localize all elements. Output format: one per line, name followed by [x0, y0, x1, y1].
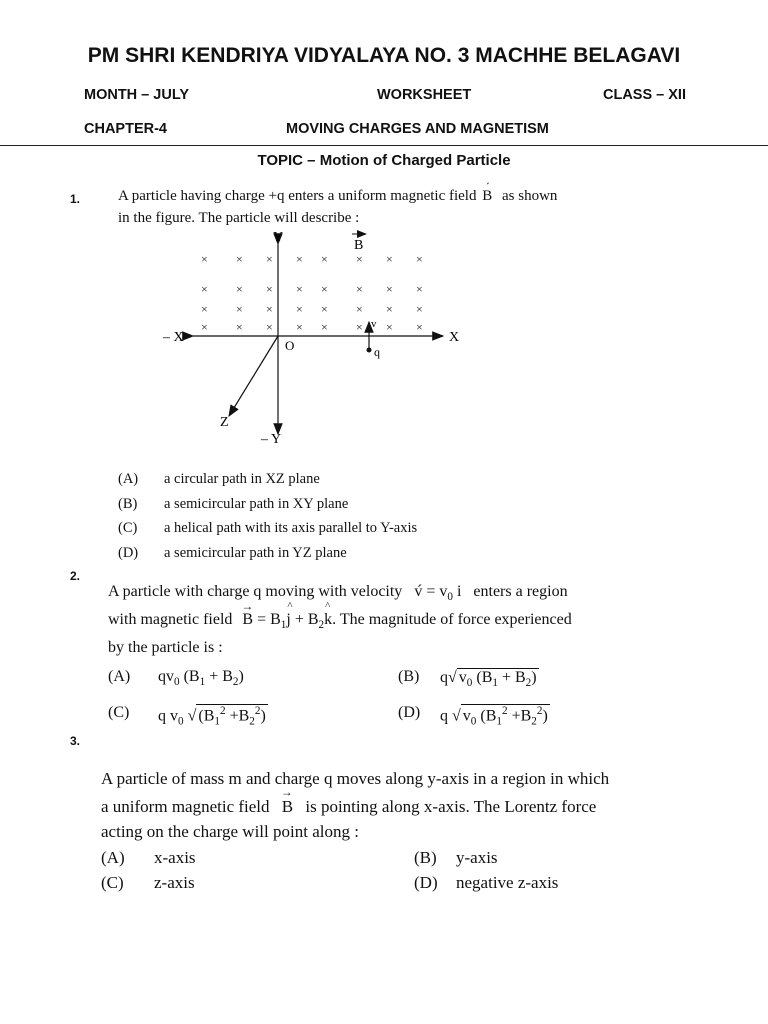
- field-cross: ×: [296, 320, 303, 334]
- x-axis-label: X: [449, 330, 460, 345]
- q1-stem-line2: in the figure. The particle will describe :: [118, 210, 360, 226]
- q2-option-c[interactable]: (C) q $v_0$ √ $(B_1^2 +B_2^2)$: [108, 704, 266, 728]
- field-cross: ×: [266, 252, 273, 266]
- q3-stem-line2: a uniform magnetic field → B is pointing along x-axis. The Lorentz force: [101, 797, 596, 817]
- field-cross: ×: [321, 320, 328, 334]
- field-cross: ×: [201, 320, 208, 334]
- header-divider: [0, 145, 768, 146]
- q3-option-c[interactable]: (C) z-axis: [101, 873, 195, 892]
- field-cross: ×: [266, 320, 273, 334]
- field-cross: ×: [386, 252, 393, 266]
- topic-title: TOPIC – Motion of Charged Particle: [257, 152, 511, 169]
- q1-field-diagram: [155, 226, 475, 454]
- field-cross: ×: [386, 302, 393, 316]
- q3-stem-line1: A particle of mass m and charge q moves along y-axis in a region in which: [101, 769, 610, 788]
- field-cross: ×: [296, 282, 303, 296]
- school-name: PM SHRI KENDRIYA VIDYALAYA NO. 3 MACHHE BELAGAVI: [87, 44, 681, 67]
- q2-option-a[interactable]: (A) $qv_0$ $(B_1 + B_2)$: [108, 668, 244, 689]
- q3-option-d[interactable]: (D) negative z-axis: [414, 873, 559, 892]
- b-field-label: B: [354, 238, 364, 253]
- field-cross: ×: [296, 302, 303, 316]
- worksheet-label: WORKSHEET: [377, 87, 472, 103]
- charge-label: q: [374, 345, 380, 359]
- field-cross: ×: [356, 302, 363, 316]
- q1-field-symbol: B: [482, 188, 493, 204]
- q3-option-a[interactable]: (A) x-axis: [101, 848, 196, 867]
- y-axis-label: Y: [273, 230, 284, 245]
- q1-option-c[interactable]: (C) a helical path with its axis parallel to Y-axis: [118, 520, 418, 536]
- q1-stem-line1: [118, 188, 557, 205]
- field-cross: ×: [236, 302, 243, 316]
- field-cross: ×: [201, 282, 208, 296]
- q3-number: 3.: [70, 734, 81, 748]
- q2-option-b[interactable]: (B) q√ $v_0$ $(B_1 + B_2)$: [398, 668, 537, 690]
- q3-stem-line3: acting on the charge will point along :: [101, 822, 359, 841]
- field-cross: ×: [201, 252, 208, 266]
- neg-x-axis-label: – X: [163, 330, 184, 345]
- field-cross: ×: [356, 252, 363, 266]
- field-cross: ×: [321, 302, 328, 316]
- q1-option-b[interactable]: (B) a semicircular path in XY plane: [118, 496, 349, 512]
- chapter-title: MOVING CHARGES AND MAGNETISM: [286, 121, 549, 137]
- field-cross-grid: [201, 252, 423, 334]
- field-cross: ×: [416, 320, 423, 334]
- q1-number: 1.: [70, 192, 81, 206]
- month-label: MONTH – JULY: [84, 87, 190, 103]
- field-cross: ×: [386, 282, 393, 296]
- field-cross: ×: [321, 252, 328, 266]
- field-cross: ×: [236, 252, 243, 266]
- q2-stem-line3: by the particle is :: [108, 639, 223, 656]
- field-cross: ×: [386, 320, 393, 334]
- field-cross: ×: [236, 282, 243, 296]
- velocity-label: v: [371, 318, 377, 330]
- field-cross: ×: [201, 302, 208, 316]
- q1-option-d[interactable]: (D) a semicircular path in YZ plane: [118, 545, 347, 561]
- field-cross: ×: [356, 282, 363, 296]
- q2-number: 2.: [70, 569, 81, 583]
- field-cross: ×: [296, 252, 303, 266]
- q1-stem-text-c: as shown: [502, 188, 558, 204]
- q2-stem-line1: A particle with charge q moving with velocity v́ = $v_0$ i enters a region: [108, 583, 568, 604]
- q2-option-d[interactable]: (D) q √ $v_0$ $(B_1^2 +B_2^2)$: [398, 704, 548, 728]
- z-axis-line: [229, 336, 278, 416]
- field-cross: ×: [266, 282, 273, 296]
- neg-y-axis-label: – Y: [261, 432, 282, 447]
- field-cross: ×: [416, 302, 423, 316]
- field-cross: ×: [416, 252, 423, 266]
- field-cross: ×: [416, 282, 423, 296]
- q2-stem-line2: with magnetic field → $B = B_1\^{}$ $j + B_2\^{}$ k. The magnitude of force experienced: [108, 611, 572, 631]
- q3-option-b[interactable]: (B) y-axis: [414, 848, 498, 867]
- origin-label: O: [285, 338, 295, 353]
- q1-stem-text-a: A particle having charge +q enters a uniform magnetic field: [118, 188, 477, 204]
- charge-dot: [367, 348, 372, 353]
- field-cross: ×: [266, 302, 273, 316]
- field-cross: ×: [356, 320, 363, 334]
- chapter-number: CHAPTER-4: [84, 121, 167, 137]
- class-label: CLASS – XII: [603, 87, 686, 103]
- field-cross: ×: [321, 282, 328, 296]
- q1-option-a[interactable]: (A) a circular path in XZ plane: [118, 471, 320, 487]
- z-axis-label: Z: [220, 415, 229, 430]
- field-cross: ×: [236, 320, 243, 334]
